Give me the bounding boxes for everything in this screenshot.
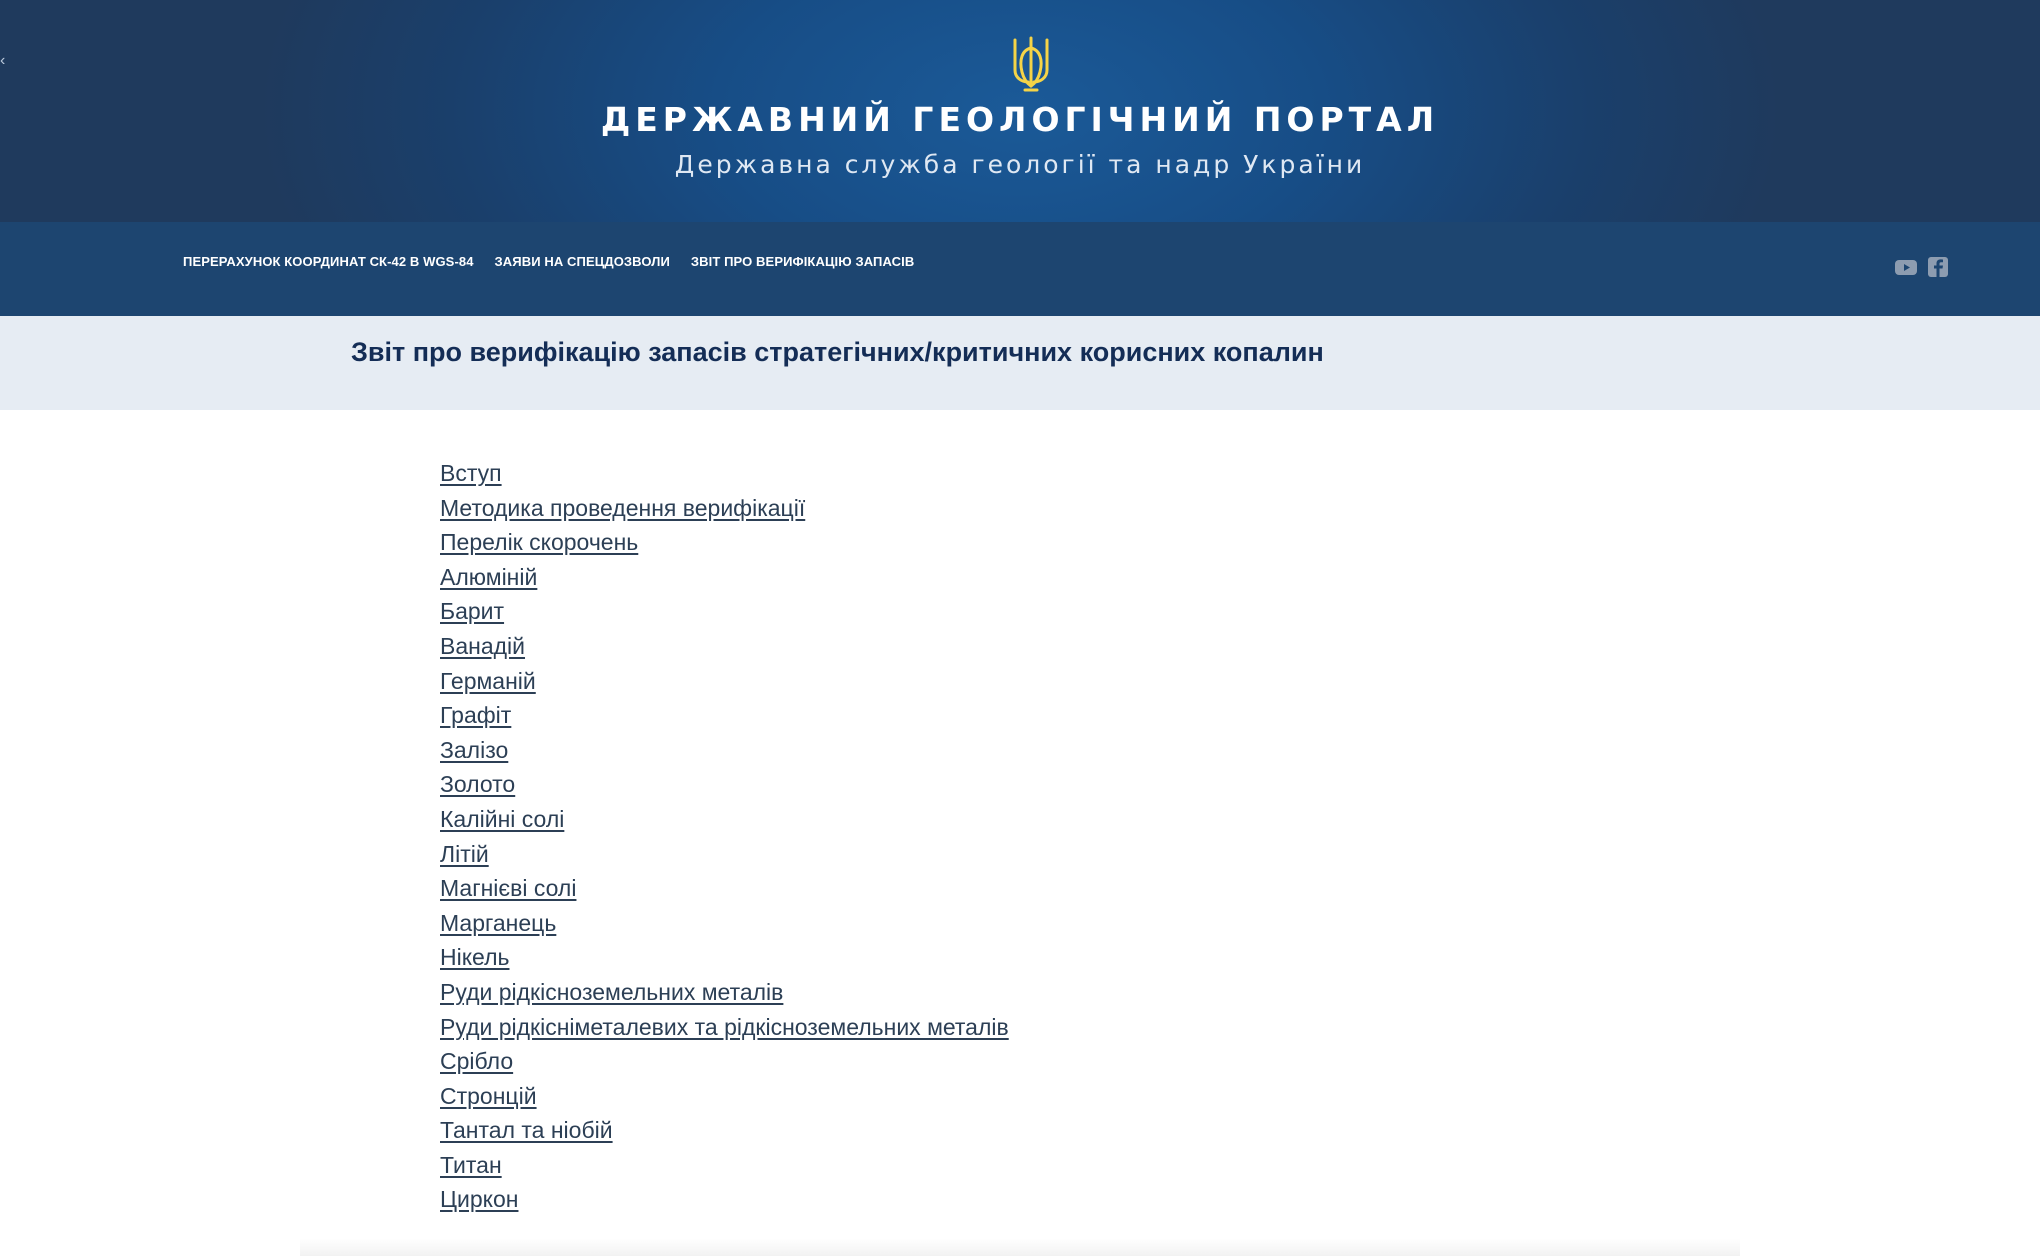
list-item bbox=[440, 700, 1009, 735]
facebook-icon[interactable] bbox=[1926, 256, 1950, 278]
toc-link-intro[interactable]: Вступ bbox=[440, 460, 502, 486]
trident-icon[interactable] bbox=[1010, 34, 1052, 94]
list-item bbox=[440, 942, 1009, 977]
list-item bbox=[440, 977, 1009, 1012]
toc-link-germanium[interactable]: Германій bbox=[440, 667, 536, 694]
toc-link-ree-ores[interactable]: Руди рідкісноземельних металів bbox=[440, 978, 784, 1005]
page-title-bar bbox=[0, 316, 2040, 410]
list-item bbox=[440, 873, 1009, 908]
toc-link-magnesium-salts[interactable]: Магнієві солі bbox=[440, 875, 577, 902]
list-item bbox=[440, 666, 1009, 701]
list-item bbox=[440, 527, 1009, 562]
list-item bbox=[440, 458, 1009, 493]
toc-link-abbreviations[interactable]: Перелік скорочень bbox=[440, 529, 639, 556]
nav-link-reserves-verification[interactable]: ЗВІТ ПРО ВЕРИФІКАЦІЮ ЗАПАСІВ bbox=[690, 254, 915, 269]
nav-links bbox=[183, 254, 914, 269]
list-item bbox=[440, 839, 1009, 874]
portal-subtitle: Державна служба геології та надр України bbox=[674, 150, 1366, 179]
toc-link-manganese[interactable]: Марганець bbox=[440, 909, 557, 936]
toc-link-lithium[interactable]: Літій bbox=[440, 840, 489, 867]
toc-list bbox=[440, 458, 1009, 1219]
toc-link-zircon[interactable]: Циркон bbox=[440, 1186, 519, 1213]
toc-link-potash-salts[interactable]: Калійні солі bbox=[440, 805, 565, 832]
nav-link-special-permits[interactable]: ЗАЯВИ НА СПЕЦДОЗВОЛИ bbox=[494, 254, 670, 269]
toc-link-graphite[interactable]: Графіт bbox=[440, 702, 512, 729]
toc-link-silver[interactable]: Срібло bbox=[440, 1048, 514, 1075]
list-item bbox=[440, 1012, 1009, 1047]
list-item bbox=[440, 596, 1009, 631]
nav-link-coordinate-conversion[interactable]: ПЕРЕРАХУНОК КООРДИНАТ СК-42 В WGS-84 bbox=[183, 254, 474, 269]
toc-link-nickel[interactable]: Нікель bbox=[440, 944, 510, 971]
list-item bbox=[440, 1046, 1009, 1081]
toc-link-rare-metal-ree-ores[interactable]: Руди рідкісніметалевих та рідкісноземельних металів bbox=[440, 1013, 1009, 1040]
list-item bbox=[440, 735, 1009, 770]
list-item bbox=[440, 1184, 1009, 1219]
toc-link-barite[interactable]: Барит bbox=[440, 598, 505, 625]
list-item bbox=[440, 769, 1009, 804]
toc-link-strontium[interactable]: Стронцій bbox=[440, 1082, 537, 1109]
toc-link-iron[interactable]: Залізо bbox=[440, 736, 509, 763]
social-links bbox=[1894, 256, 1950, 278]
toc-link-vanadium[interactable]: Ванадій bbox=[440, 632, 526, 659]
toc-link-tantalum-niobium[interactable]: Тантал та ніобій bbox=[440, 1117, 613, 1144]
list-item bbox=[440, 1081, 1009, 1116]
site-header bbox=[0, 0, 2040, 222]
back-arrow-icon[interactable]: ‹ bbox=[0, 52, 6, 69]
list-item bbox=[440, 562, 1009, 597]
toc-link-gold[interactable]: Золото bbox=[440, 771, 516, 798]
list-item bbox=[440, 1115, 1009, 1150]
list-item bbox=[440, 1150, 1009, 1185]
list-item bbox=[440, 631, 1009, 666]
youtube-icon[interactable] bbox=[1894, 256, 1918, 278]
main-nav bbox=[0, 222, 2040, 316]
list-item bbox=[440, 493, 1009, 528]
list-item bbox=[440, 804, 1009, 839]
page-title: Звіт про верифікацію запасів стратегічних/критичних корисних копалин bbox=[351, 337, 1324, 367]
portal-title[interactable]: ДЕРЖАВНИЙ ГЕОЛОГІЧНИЙ ПОРТАЛ bbox=[600, 100, 1440, 139]
list-item bbox=[440, 908, 1009, 943]
toc-link-aluminium[interactable]: Алюміній bbox=[440, 563, 538, 590]
toc-link-titanium[interactable]: Титан bbox=[440, 1151, 502, 1178]
content-bottom-shadow bbox=[300, 1238, 1740, 1256]
toc-link-methodology[interactable]: Методика проведення верифікації bbox=[440, 494, 806, 521]
